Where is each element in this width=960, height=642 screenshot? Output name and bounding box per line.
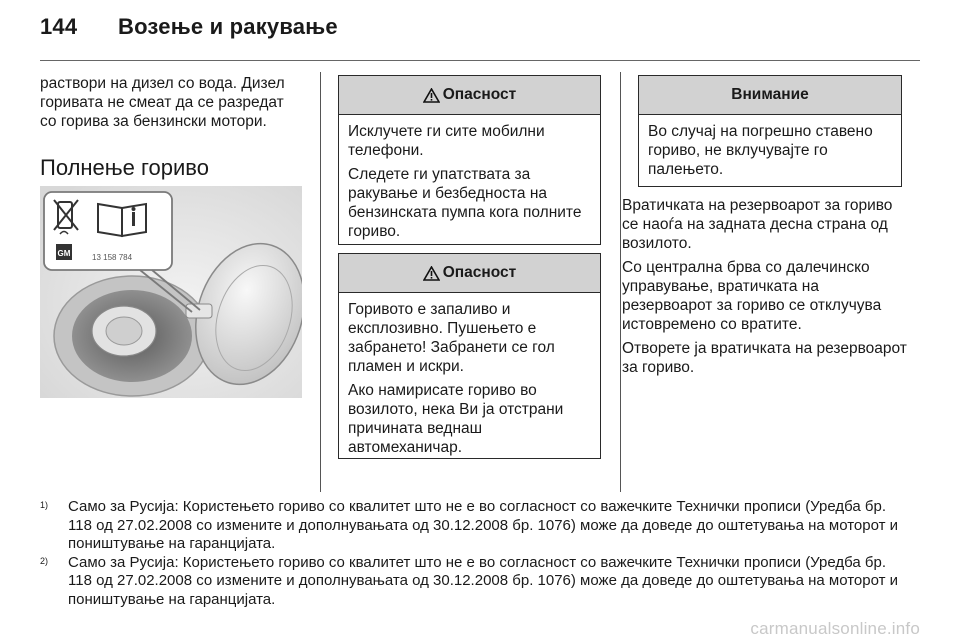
fuel-filler-illustration bbox=[40, 186, 302, 398]
danger-box-paragraph: Горивото е запаливо и експлозивно. Пушењето е забрането! Забранети се гол пламен и искри. bbox=[348, 301, 555, 375]
footnote-item bbox=[40, 498, 912, 554]
fuel-filler-figure bbox=[40, 186, 302, 398]
caution-box-text: Во случај на погрешно ставено гориво, не вклучувајте го палењето. bbox=[648, 123, 873, 178]
footnotes bbox=[40, 498, 912, 609]
danger-box-paragraph: Следете ги упатствата за ракување и безбедноста на бензинската пумпа кога полните гориво. bbox=[348, 166, 582, 240]
footnote-marker: 1) bbox=[40, 500, 49, 510]
caution-box-title: Внимание bbox=[731, 86, 809, 103]
figure-number: 13 158 784 bbox=[92, 253, 133, 262]
column-divider-2 bbox=[620, 72, 621, 492]
danger-box-paragraph: Исклучете ги сите мобилни телефони. bbox=[348, 123, 545, 159]
danger-box-title: Опасност bbox=[442, 86, 517, 103]
danger-box-paragraph: Ако намирисате гориво во возилото, нека Ви ја отстрани причината веднаш автомеханичар. bbox=[348, 382, 564, 456]
warning-triangle-icon bbox=[423, 266, 440, 281]
column-1 bbox=[40, 74, 302, 181]
caution-box bbox=[638, 75, 902, 187]
caution-box-header bbox=[639, 76, 901, 115]
page-title: Возење и ракување bbox=[118, 14, 338, 39]
column-divider-1 bbox=[320, 72, 321, 492]
danger-box-title: Опасност bbox=[442, 264, 517, 281]
header-divider bbox=[40, 60, 920, 61]
danger-box-header bbox=[339, 254, 600, 293]
gm-logo-text: GM bbox=[57, 249, 71, 258]
section-title: Полнење гориво bbox=[40, 155, 209, 180]
danger-box-header bbox=[339, 76, 600, 115]
danger-box-flammable bbox=[338, 253, 601, 459]
page-number: 144 bbox=[40, 14, 78, 39]
footnote-marker: 2) bbox=[40, 555, 49, 566]
warning-triangle-icon bbox=[423, 88, 440, 103]
lead-paragraph: раствори на дизел со вода. Дизел горивата не смеат да се разредат со горива за бензински мотори. bbox=[40, 75, 285, 130]
body-paragraph: Со централна брва со далечинско управување, вратичката на резервоарот за гориво се отклучува истовремено со вратите. bbox=[622, 259, 882, 333]
body-paragraph: Вратичката на резервоарот за гориво се наоѓа на задната десна страна од возилото. bbox=[622, 197, 893, 252]
footnote-text: Само за Русија: Користењето гориво со квалитет што не е во согласност со важечките Технички прописи (Уредба бр. 118 од 27.02.2008 со измените и дополнувањата од 30.12.2008 бр. 1076) може да доведе до оштетувања на моторот и поништување на гаранцијата. bbox=[68, 553, 899, 608]
footnote-text: Само за Русија: Користењето гориво со квалитет што не е во согласност со важечките Технички прописи (Уредба бр. 118 од 27.02.2008 со измените и дополнувањата од 30.12.2008 бр. 1076) може да доведе до оштетувања на моторот и поништување на гаранцијата. bbox=[68, 498, 899, 552]
danger-box-phones bbox=[338, 75, 601, 245]
body-paragraph: Отворете ја вратичката на резервоарот за гориво. bbox=[622, 340, 907, 376]
watermark: carmanualsonline.info bbox=[750, 619, 920, 638]
page-header bbox=[40, 14, 338, 40]
footnote-item bbox=[40, 554, 912, 610]
column-3 bbox=[622, 196, 907, 382]
